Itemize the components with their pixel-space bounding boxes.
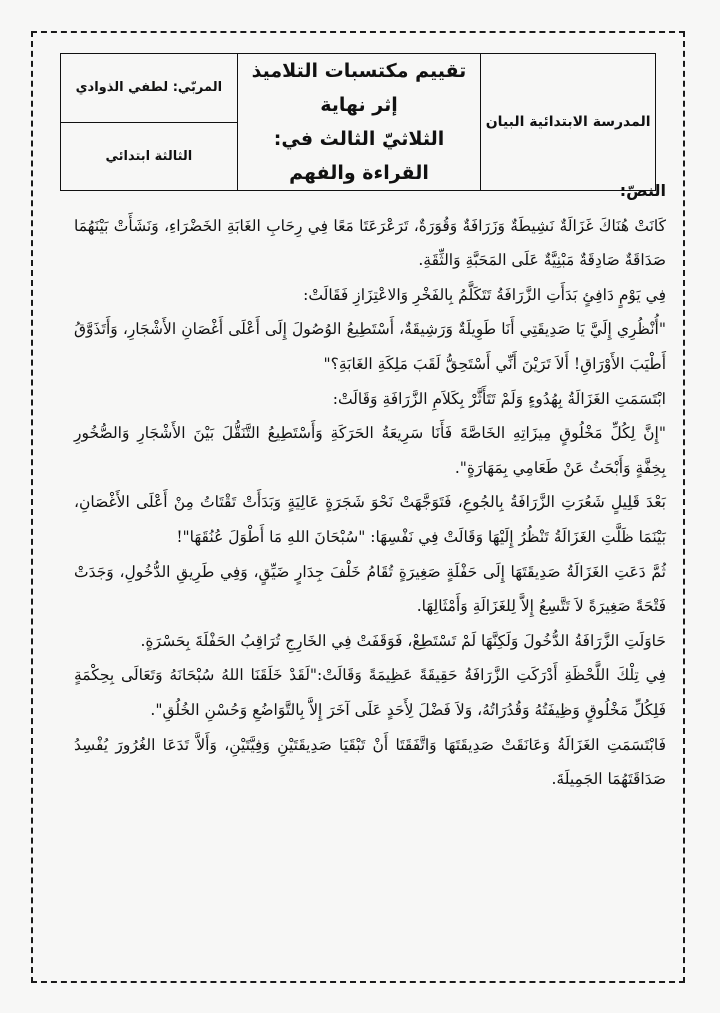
paragraph: ابْتَسَمَتِ الغَزَالَةُ بِهُدُوءٍ وَلَمْ تَتَأَثَّرْ بِكَلاَمِ الزَّرَافَةِ وَقَالَتْ:	[332, 389, 666, 408]
grade-level: الثالثة ابتدائي	[61, 122, 238, 191]
paragraph: فَابْتَسَمَتِ الغَزَالَةُ وَعَانَقَتْ صَدِيقَتَهَا وَاتَّفَقَتَا أَنْ تَبْقَيَا صَدِيقَتَيْنِ وَفِيَّتَيْنِ، وَأَلاَّ تَدَعَا الغُرُورَ يُفْسِدُ صَدَاقَتَهُمَا الجَمِيلَةَ.	[74, 735, 666, 789]
paragraph: حَاوَلَتِ الزَّرَافَةُ الدُّخُولَ وَلَكِنَّهَا لَمْ تَسْتَطِعْ، فَوَقَفَتْ فِي الخَارِجِ تُرَاقِبُ الحَفْلَةَ بِحَسْرَةٍ.	[140, 631, 666, 650]
paragraph: "إِنَّ لِكُلِّ مَخْلُوقٍ مِيزَاتِهِ الخَاصَّةَ فَأَنَا سَرِيعَةُ الحَرَكَةِ وَأَسْتَطِيعُ التَّنَقُّلَ بَيْنَ الأَشْجَارِ وَالصُّخُورِ بِخِفَّةٍ وَأَبْحَثُ عَنْ طَعَامِي بِمَهَارَةٍ".	[74, 424, 666, 477]
paragraph: فِي تِلْكَ اللَّحْظَةِ أَدْرَكَتِ الزَّرَافَةُ حَقِيقَةً عَظِيمَةً وَقَالَتْ:"لَقَدْ خَلَقَنَا اللهُ سُبْحَانَهُ وَتَعَالَى بِحِكْمَةٍ فَلِكُلِّ مَخْلُوقٍ وَظِيفَتُهُ وَقُدُرَاتُهُ، وَلاَ فَضْلَ لِأَحَدٍ عَلَى آخَرَ إِلاَّ بِالتَّوَاضُعِ وَحُسْنِ الخُلُقِ".	[74, 666, 666, 719]
paragraph: ثُمَّ دَعَتِ الغَزَالَةُ صَدِيقَتَهَا إِلَى حَفْلَةٍ صَغِيرَةٍ تُقَامُ خَلْفَ جِدَارٍ ضَيِّقٍ، وَفِي طَرِيقِ الدُّخُولِ، وَجَدَتْ فَتْحَةً صَغِيرَةً لاَ تَتَّسِعُ إِلاَّ لِلغَزَالَةِ وَأَمْثَالِهَا.	[74, 562, 666, 616]
reading-text	[74, 174, 666, 797]
teacher-name: المربّي: لطفي الذوادي	[61, 54, 238, 123]
text-heading: النصّ:	[619, 181, 666, 200]
school-name: المدرسة الابتدائية البيان	[481, 54, 656, 191]
exam-title	[237, 54, 481, 191]
paragraph: "أُنْظُرِي إِلَيَّ يَا صَدِيقَتِي أَنَا طَوِيلَةٌ وَرَشِيقَةٌ، أَسْتَطِيعُ الوُصُولَ إِلَى أَعْلَى أَغْصَانِ الأَشْجَارِ، وَأَتَذَوَّقُ أَطْيَبَ الأَوْرَاقِ! أَلاَ تَرَيْنَ أَنِّي أَسْتَحِقُّ لَقَبَ مَلِكَةِ الغَابَةِ؟"	[74, 320, 666, 373]
exam-title-line1: تقييم مكتسبات التلاميذ إثر نهاية	[251, 60, 467, 116]
exam-title-line2: الثلاثيّ الثالث في: القراءة والفهم	[273, 128, 445, 184]
paragraph: بَعْدَ قَلِيلٍ شَعُرَتِ الزَّرَافَةُ بِالجُوعِ، فَتَوَجَّهَتْ نَحْوَ شَجَرَةٍ عَالِيَةٍ وَبَدَأَتْ تَقْتَاتُ مِنْ أَعْلَى الأَغْصَانِ، بَيْنَمَا ظَلَّتِ الغَزَالَةُ تَنْظُرُ إِلَيْهَا وَقَالَتْ فِي نَفْسِهَا: "سُبْحَانَ اللهِ مَا أَطْوَلَ عُنُقَهَا"!	[74, 493, 666, 546]
paragraph: كَانَتْ هُنَاكَ غَزَالَةٌ نَشِيطَةٌ وَزَرَافَةٌ وَقُوَرَةٌ، تَرَعْرَعَتَا مَعًا فِي رِحَابِ الغَابَةِ الخَضْرَاءِ، وَنَشَأَتْ بَيْنَهُمَا صَدَاقَةٌ صَادِقَةٌ مَبْنِيَّةٌ عَلَى المَحَبَّةِ وَالثِّقَةِ.	[74, 216, 666, 270]
header-table	[60, 53, 656, 191]
paragraph: فِي يَوْمٍ دَافِئٍ بَدَأَتِ الزَّرَافَةُ تَتَكَلَّمُ بِالفَخْرِ وَالاعْتِزَازِ فَقَالَتْ:	[303, 285, 666, 304]
